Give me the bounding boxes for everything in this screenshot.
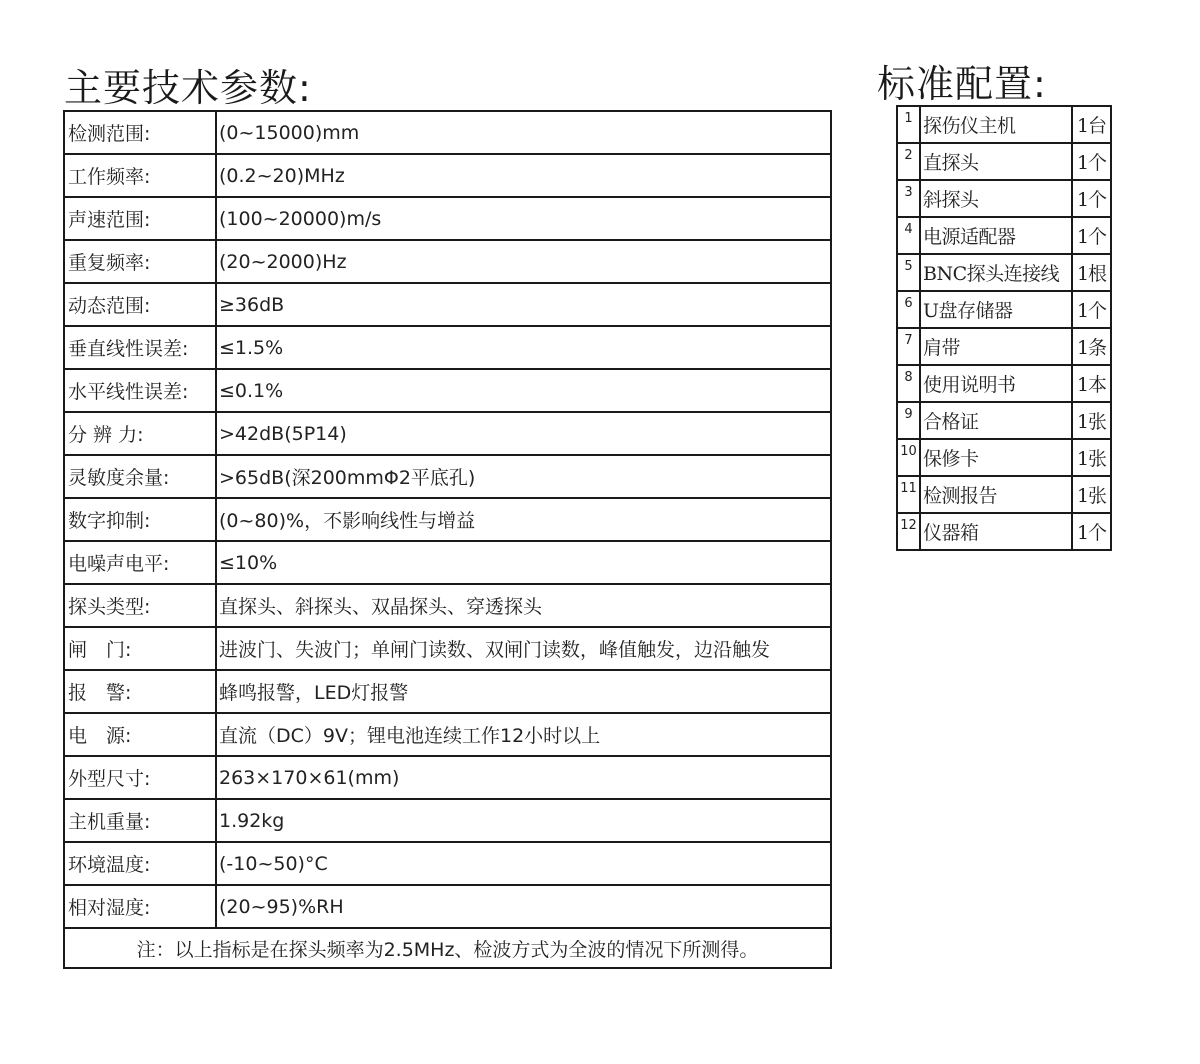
- spec-label: 电噪声电平:: [64, 541, 216, 584]
- spec-table: [63, 110, 832, 969]
- spec-row: [64, 369, 831, 412]
- spec-value: ≥36dB: [216, 283, 831, 326]
- spec-row: [64, 541, 831, 584]
- spec-value: 1.92kg: [216, 799, 831, 842]
- config-row: [897, 143, 1111, 180]
- spec-label: 分 辨 力:: [64, 412, 216, 455]
- spec-section-title: 主要技术参数:: [64, 66, 312, 110]
- config-quantity: 1台: [1072, 106, 1111, 143]
- spec-value: (20~2000)Hz: [216, 240, 831, 283]
- config-number: 3: [897, 180, 920, 217]
- config-quantity: 1个: [1072, 513, 1111, 550]
- config-quantity: 1张: [1072, 476, 1111, 513]
- config-item: 仪器箱: [920, 513, 1072, 550]
- spec-note-row: [64, 928, 831, 968]
- config-item: 合格证: [920, 402, 1072, 439]
- spec-label: 相对湿度:: [64, 885, 216, 928]
- config-row: [897, 439, 1111, 476]
- spec-value: (0~80)%，不影响线性与增益: [216, 498, 831, 541]
- spec-label: 外型尺寸:: [64, 756, 216, 799]
- config-row: [897, 476, 1111, 513]
- config-quantity: 1个: [1072, 291, 1111, 328]
- spec-label: 工作频率:: [64, 154, 216, 197]
- spec-row: [64, 842, 831, 885]
- spec-row: [64, 197, 831, 240]
- spec-label: 报 警:: [64, 670, 216, 713]
- spec-row: [64, 756, 831, 799]
- spec-label: 灵敏度余量:: [64, 455, 216, 498]
- config-item: 探伤仪主机: [920, 106, 1072, 143]
- config-row: [897, 365, 1111, 402]
- config-number: 8: [897, 365, 920, 402]
- spec-value: (0.2~20)MHz: [216, 154, 831, 197]
- config-quantity: 1个: [1072, 180, 1111, 217]
- config-row: [897, 402, 1111, 439]
- spec-value: 蜂鸣报警，LED灯报警: [216, 670, 831, 713]
- config-item: 肩带: [920, 328, 1072, 365]
- config-number: 4: [897, 217, 920, 254]
- config-item: 使用说明书: [920, 365, 1072, 402]
- spec-row: [64, 627, 831, 670]
- config-number: 2: [897, 143, 920, 180]
- config-row: [897, 513, 1111, 550]
- spec-row: [64, 498, 831, 541]
- config-number: 1: [897, 106, 920, 143]
- spec-value: (-10~50)°C: [216, 842, 831, 885]
- spec-value: (0~15000)mm: [216, 111, 831, 154]
- spec-label: 检测范围:: [64, 111, 216, 154]
- config-quantity: 1个: [1072, 217, 1111, 254]
- spec-row: [64, 799, 831, 842]
- config-number: 6: [897, 291, 920, 328]
- config-item: 斜探头: [920, 180, 1072, 217]
- spec-label: 环境温度:: [64, 842, 216, 885]
- spec-label: 重复频率:: [64, 240, 216, 283]
- spec-value: (20~95)%RH: [216, 885, 831, 928]
- config-row: [897, 254, 1111, 291]
- config-section-title: 标准配置:: [877, 62, 1047, 106]
- config-item: BNC探头连接线: [920, 254, 1072, 291]
- config-number: 12: [897, 513, 920, 550]
- config-item: 保修卡: [920, 439, 1072, 476]
- config-quantity: 1张: [1072, 402, 1111, 439]
- config-item: 直探头: [920, 143, 1072, 180]
- config-row: [897, 106, 1111, 143]
- config-number: 10: [897, 439, 920, 476]
- spec-label: 闸 门:: [64, 627, 216, 670]
- spec-row: [64, 412, 831, 455]
- config-number: 11: [897, 476, 920, 513]
- config-quantity: 1条: [1072, 328, 1111, 365]
- spec-value: >42dB(5P14): [216, 412, 831, 455]
- spec-row: [64, 584, 831, 627]
- spec-row: [64, 326, 831, 369]
- config-number: 7: [897, 328, 920, 365]
- spec-row: [64, 154, 831, 197]
- config-row: [897, 217, 1111, 254]
- config-number: 9: [897, 402, 920, 439]
- config-row: [897, 180, 1111, 217]
- config-quantity: 1根: [1072, 254, 1111, 291]
- spec-row: [64, 111, 831, 154]
- spec-note: 注：以上指标是在探头频率为2.5MHz、检波方式为全波的情况下所测得。: [64, 928, 831, 968]
- spec-label: 水平线性误差:: [64, 369, 216, 412]
- spec-row: [64, 240, 831, 283]
- config-item: 电源适配器: [920, 217, 1072, 254]
- config-quantity: 1本: [1072, 365, 1111, 402]
- config-number: 5: [897, 254, 920, 291]
- spec-value: 263×170×61(mm): [216, 756, 831, 799]
- config-item: U盘存储器: [920, 291, 1072, 328]
- spec-row: [64, 455, 831, 498]
- spec-row: [64, 283, 831, 326]
- config-row: [897, 291, 1111, 328]
- spec-value: ≤1.5%: [216, 326, 831, 369]
- spec-label: 电 源:: [64, 713, 216, 756]
- config-row: [897, 328, 1111, 365]
- spec-label: 主机重量:: [64, 799, 216, 842]
- spec-row: [64, 885, 831, 928]
- config-quantity: 1张: [1072, 439, 1111, 476]
- spec-value: ≤10%: [216, 541, 831, 584]
- config-quantity: 1个: [1072, 143, 1111, 180]
- spec-row: [64, 670, 831, 713]
- spec-value: 直流（DC）9V；锂电池连续工作12小时以上: [216, 713, 831, 756]
- spec-value: 进波门、失波门；单闸门读数、双闸门读数，峰值触发，边沿触发: [216, 627, 831, 670]
- spec-row: [64, 713, 831, 756]
- config-table: [896, 105, 1112, 551]
- spec-label: 数字抑制:: [64, 498, 216, 541]
- spec-label: 探头类型:: [64, 584, 216, 627]
- spec-label: 声速范围:: [64, 197, 216, 240]
- spec-value: 直探头、斜探头、双晶探头、穿透探头: [216, 584, 831, 627]
- spec-label: 垂直线性误差:: [64, 326, 216, 369]
- config-item: 检测报告: [920, 476, 1072, 513]
- spec-value: ≤0.1%: [216, 369, 831, 412]
- spec-value: (100~20000)m/s: [216, 197, 831, 240]
- spec-value: >65dB(深200mmΦ2平底孔): [216, 455, 831, 498]
- spec-label: 动态范围:: [64, 283, 216, 326]
